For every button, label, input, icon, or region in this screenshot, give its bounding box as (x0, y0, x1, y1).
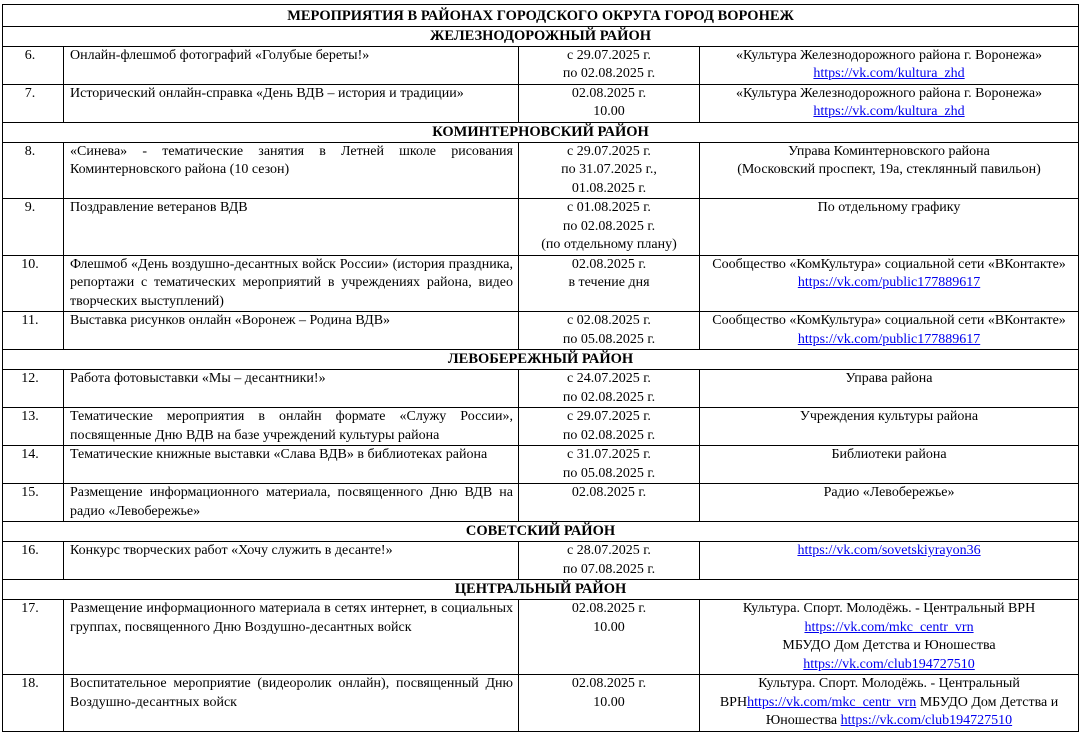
events-table (2, 4, 1079, 732)
event-place-line: Культура. Спорт. Молодёжь. - Центральный ВРН (719, 676, 1020, 710)
event-name: Тематические мероприятия в онлайн формате «Служу России», посвященные Дню ВДВ на базе учреждений культуры района (64, 408, 519, 446)
title-row (3, 5, 1079, 27)
event-date-line: по 05.08.2025 г. (562, 331, 656, 347)
event-date-line: с 29.07.2025 г. (567, 47, 651, 63)
event-date-line: 02.08.2025 г. (571, 256, 647, 272)
event-date-line: 10.00 (593, 104, 625, 119)
event-place (700, 255, 1079, 312)
event-place-line: Сообщество «КомКультура» социальной сети «ВКонтакте» (712, 256, 1066, 272)
event-date-line: по 07.08.2025 г. (562, 561, 656, 577)
event-date-line: с 29.07.2025 г. (567, 409, 651, 424)
event-date (519, 84, 700, 122)
event-place (700, 600, 1079, 675)
event-number: 6. (3, 46, 64, 84)
table-row (3, 46, 1079, 84)
event-date-line: по 05.08.2025 г. (562, 465, 656, 481)
event-place-line: Управа Коминтерновского района (788, 143, 990, 159)
event-date-line: (по отдельному плану) (541, 237, 677, 252)
district-header-row (3, 350, 1079, 370)
event-link[interactable]: https://vk.com/club194727510 (840, 713, 1013, 728)
event-link[interactable]: https://vk.com/kultura_zhd (813, 66, 965, 81)
table-row (3, 675, 1079, 732)
event-number: 18. (3, 675, 64, 732)
event-number: 15. (3, 484, 64, 522)
table-row (3, 600, 1079, 675)
event-place (700, 199, 1079, 256)
event-date-line: с 01.08.2025 г. (567, 200, 651, 215)
event-link[interactable]: https://vk.com/public177889617 (797, 331, 981, 347)
event-name: Тематические книжные выставки «Слава ВДВ» в библиотеках района (64, 446, 519, 484)
event-number: 14. (3, 446, 64, 484)
table-row (3, 408, 1079, 446)
event-link[interactable]: https://vk.com/public177889617 (797, 275, 981, 290)
event-number: 16. (3, 542, 64, 580)
district-header-row (3, 522, 1079, 542)
event-name: Флешмоб «День воздушно-десантных войск России» (история праздника, репортажи с тематических мероприятий в учреждениях района, видео творческих выступлений) (64, 255, 519, 312)
event-date-line: 01.08.2025 г. (571, 180, 647, 196)
event-date (519, 312, 700, 350)
event-place (700, 484, 1079, 522)
event-number: 11. (3, 312, 64, 350)
document-title: МЕРОПРИЯТИЯ В РАЙОНАХ ГОРОДСКОГО ОКРУГА ГОРОД ВОРОНЕЖ (3, 5, 1079, 27)
event-date (519, 46, 700, 84)
event-date (519, 255, 700, 312)
event-name: Поздравление ветеранов ВДВ (64, 199, 519, 256)
event-link[interactable]: https://vk.com/kultura_zhd (813, 104, 965, 119)
event-date-line: с 02.08.2025 г. (567, 313, 651, 328)
event-date (519, 446, 700, 484)
event-place (700, 675, 1079, 732)
table-row (3, 446, 1079, 484)
event-place (700, 46, 1079, 84)
event-date (519, 600, 700, 675)
district-name: ЖЕЛЕЗНОДОРОЖНЫЙ РАЙОН (3, 26, 1079, 46)
event-date-line: по 02.08.2025 г. (562, 427, 656, 443)
event-name: Конкурс творческих работ «Хочу служить в десанте!» (64, 542, 519, 580)
event-date-line: с 31.07.2025 г. (567, 447, 651, 462)
event-name: Выставка рисунков онлайн «Воронеж – Родина ВДВ» (64, 312, 519, 350)
event-date-line: с 28.07.2025 г. (567, 543, 651, 558)
event-name: Размещение информационного материала в сетях интернет, в социальных группах, посвященного Дню Воздушно-десантных войск (64, 600, 519, 675)
event-name: Воспитательное мероприятие (видеоролик онлайн), посвященный Дню Воздушно-десантных войск (64, 675, 519, 732)
event-date-line: 02.08.2025 г. (571, 85, 647, 101)
event-place-line: Сообщество «КомКультура» социальной сети «ВКонтакте» (712, 313, 1066, 328)
district-header-row (3, 26, 1079, 46)
event-number: 12. (3, 370, 64, 408)
event-number: 17. (3, 600, 64, 675)
event-link[interactable]: https://vk.com/mkc_centr_vrn (747, 694, 917, 710)
event-number: 7. (3, 84, 64, 122)
event-date-line: с 24.07.2025 г. (567, 371, 651, 386)
event-date-line: 10.00 (593, 694, 625, 710)
district-name: ЛЕВОБЕРЕЖНЫЙ РАЙОН (3, 350, 1079, 370)
event-place (700, 84, 1079, 122)
event-name: Работа фотовыставки «Мы – десантники!» (64, 370, 519, 408)
event-name: «Синева» - тематические занятия в Летней школе рисования Коминтерновского района (10 сезон) (64, 142, 519, 199)
event-date (519, 675, 700, 732)
event-date (519, 542, 700, 580)
table-row (3, 312, 1079, 350)
table-row (3, 542, 1079, 580)
event-place-line: МБУДО Дом Детства и Юношества (782, 638, 996, 653)
event-date-line: 02.08.2025 г. (571, 676, 647, 691)
table-row (3, 370, 1079, 408)
event-date-line: с 29.07.2025 г. (567, 143, 651, 159)
event-link[interactable]: https://vk.com/sovetskiyrayon36 (797, 543, 981, 558)
district-header-row (3, 122, 1079, 142)
district-header-row (3, 580, 1079, 600)
event-number: 9. (3, 199, 64, 256)
event-place-line: Библиотеки района (831, 447, 947, 462)
table-row (3, 142, 1079, 199)
event-link[interactable]: https://vk.com/club194727510 (803, 656, 975, 672)
event-date-line: 02.08.2025 г. (571, 601, 647, 616)
event-date-line: по 02.08.2025 г. (562, 218, 656, 234)
district-name: СОВЕТСКИЙ РАЙОН (3, 522, 1079, 542)
event-date-line: 10.00 (593, 619, 625, 635)
event-place-line: Радио «Левобережье» (823, 485, 955, 500)
event-place-line: По отдельному графику (817, 200, 961, 215)
event-date-line: по 02.08.2025 г. (562, 66, 656, 81)
event-date (519, 370, 700, 408)
event-place (700, 312, 1079, 350)
event-place-line: «Культура Железнодорожного района г. Воронежа» (736, 47, 1043, 63)
event-place-line: Культура. Спорт. Молодёжь. - Центральный ВРН (742, 601, 1036, 616)
table-row (3, 255, 1079, 312)
event-place (700, 370, 1079, 408)
event-date-line: в течение дня (568, 275, 650, 290)
event-number: 8. (3, 142, 64, 199)
district-name: КОМИНТЕРНОВСКИЙ РАЙОН (3, 122, 1079, 142)
district-name: ЦЕНТРАЛЬНЫЙ РАЙОН (3, 580, 1079, 600)
event-name: Размещение информационного материала, посвященного Дню ВДВ на радио «Левобережье» (64, 484, 519, 522)
event-link[interactable]: https://vk.com/mkc_centr_vrn (804, 619, 974, 635)
table-row (3, 199, 1079, 256)
event-date (519, 199, 700, 256)
event-date-line: по 31.07.2025 г., (561, 162, 657, 177)
event-name: Онлайн-флешмоб фотографий «Голубые береты!» (64, 46, 519, 84)
table-row (3, 484, 1079, 522)
event-place (700, 142, 1079, 199)
event-place-line: «Культура Железнодорожного района г. Воронежа» (736, 85, 1043, 101)
event-place-line: МБУДО Дом Детства и Юношества (765, 694, 1059, 728)
event-date-line: по 02.08.2025 г. (562, 389, 656, 405)
event-place-line: Управа района (845, 371, 933, 386)
event-number: 13. (3, 408, 64, 446)
event-place-line: (Московский проспект, 19а, стеклянный павильон) (737, 162, 1041, 177)
event-date (519, 484, 700, 522)
event-number: 10. (3, 255, 64, 312)
table-row (3, 84, 1079, 122)
event-date (519, 408, 700, 446)
event-place-line: Учреждения культуры района (799, 409, 979, 424)
event-place (700, 542, 1079, 580)
event-place (700, 408, 1079, 446)
event-date-line: 02.08.2025 г. (571, 485, 647, 500)
event-date (519, 142, 700, 199)
event-name: Исторический онлайн-справка «День ВДВ – история и традиции» (64, 84, 519, 122)
event-place (700, 446, 1079, 484)
